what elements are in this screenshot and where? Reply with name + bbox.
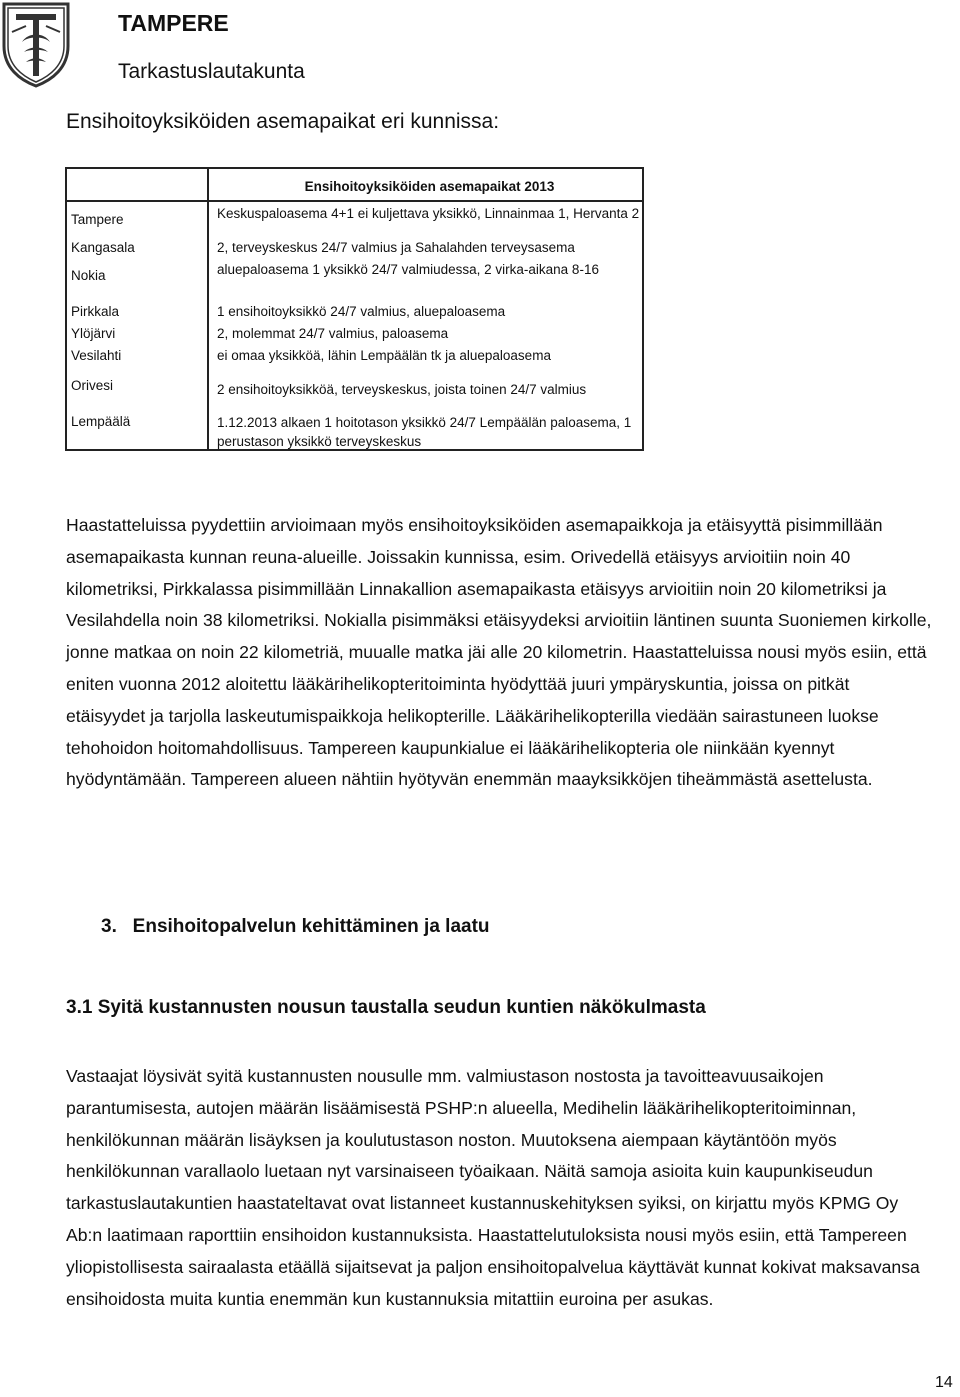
table-row-desc: ei omaa yksikköä, lähin Lempäälän tk ja aluepaloasema [217,348,551,363]
table-row-label: Pirkkala [71,304,120,319]
tampere-coat-of-arms-icon [2,2,70,88]
table-row-label: Kangasala [71,240,135,255]
section-heading-3: 3. Ensihoitopalvelun kehittäminen ja laatu [101,916,490,937]
table-row-desc: 2, molemmat 24/7 valmius, paloasema [217,326,449,341]
municipality-column [66,168,208,450]
description-column [208,168,643,450]
table-row-label: Nokia [71,268,106,283]
header-spacer [67,169,207,202]
table-header: Ensihoitoyksiköiden asemapaikat 2013 [209,169,642,202]
table-row-desc: 1.12.2013 alkaen 1 hoitotason yksikkö 24/7 Lempäälän paloasema, 1 perustason yksikkö terveyskeskus [217,415,632,449]
table-row-label: Orivesi [71,378,114,393]
table-row-label: Tampere [71,212,124,227]
org-name: TAMPERE [118,10,229,36]
table-row-desc: 1 ensihoitoyksikkö 24/7 valmius, aluepaloasema [217,304,506,319]
stations-table [65,167,644,451]
table-row-desc: Keskuspaloasema 4+1 ei kuljettava yksikkö, Linnainmaa 1, Hervanta 2 [217,206,640,221]
table-row-label: Vesilahti [71,348,122,363]
table-row-desc: aluepaloasema 1 yksikkö 24/7 valmiudessa, 2 virka-aikana 8-16 [217,262,599,277]
section-heading-3-1: 3.1 Syitä kustannusten nousun taustalla seudun kuntien näkökulmasta [66,997,706,1018]
org-unit: Tarkastuslautakunta [118,60,305,83]
table-row-desc: 2, terveyskeskus 24/7 valmius ja Sahalahden terveysasema [217,240,575,255]
table-row-desc: 2 ensihoitoyksikköä, terveyskeskus, joista toinen 24/7 valmius [217,382,587,397]
body-paragraph: Vastaajat löysivät syitä kustannusten nousulle mm. valmiustason nostosta ja tavoitteavuusaikojen parantumisesta, autojen määrän lisäämisestä PSHP:n alueella, Medihelin lääkärihelikopteritoiminnan, henkilökunnan määrän lisäyksen ja koulutustason noston. Muutoksena aiempaan käytäntöön myös henkilökunnan varallaolo luetaan nyt varsinaiseen työaikaan. Näitä samoja asioita kuin kaupunkiseudun tarkastuslautakuntien haastateltavat ovat listanneet kustannuskehityksen syiksi, on kirjattu myös KPMG Oy Ab:n laatimaan raporttiin ensihoidon kustannuksista. Haastattelutuloksista nousi myös esiin, että Tampereen yliopistollisesta sairaalasta etäällä sijaitsevat ja paljon ensihoitopalvelua käyttävät kunnat kokivat maksavansa ensihoidosta muita kuntia enemmän kun kustannuksia mitattiin euroina per asukas. [66,1066,920,1309]
table-row-label: Lempäälä [71,414,131,429]
page-number: 14 [935,1374,953,1391]
section-heading: Ensihoitoyksiköiden asemapaikat eri kunnissa: [66,110,500,133]
body-paragraph: Haastatteluissa pyydettiin arvioimaan myös ensihoitoyksiköiden asemapaikkoja ja etäisyyttä pisimmillään asemapaikasta kunnan reuna-alueille. Joissakin kunnissa, esim. Orivedellä etäisyys arvioitiin noin 40 kilometriksi, Pirkkalassa pisimmillään Linnakallion asemapaikasta etäisyys arvioitiin noin 20 kilometriksi ja Vesilahdella noin 38 kilometriksi. Nokialla pisimmäksi etäisyydeksi arvioitiin läntinen suunta Suoniemen kirkolle, jonne matkaa on noin 22 kilometriä, muualle matka jäi alle 20 kilometrin. Haastatteluissa nousi myös esiin, että eniten vuonna 2012 aloitettu lääkärihelikopteritoiminta hyödyttää juuri ympäryskuntia, joissa on pitkät etäisyydet ja tarjolla laskeutumispaikkoja helikopterille. Lääkärihelikopterilla viedään sairastuneen luokse tehohoidon hoitomahdollisuus. Tampereen kaupunkialue ei lääkärihelikopteria ole niinkään kyennyt hyödyntämään. Tampereen alueen nähtiin hyötyvän enemmän maayksikköjen tiheämmästä asettelusta. [66,515,932,790]
table-row-label: Ylöjärvi [71,326,116,341]
